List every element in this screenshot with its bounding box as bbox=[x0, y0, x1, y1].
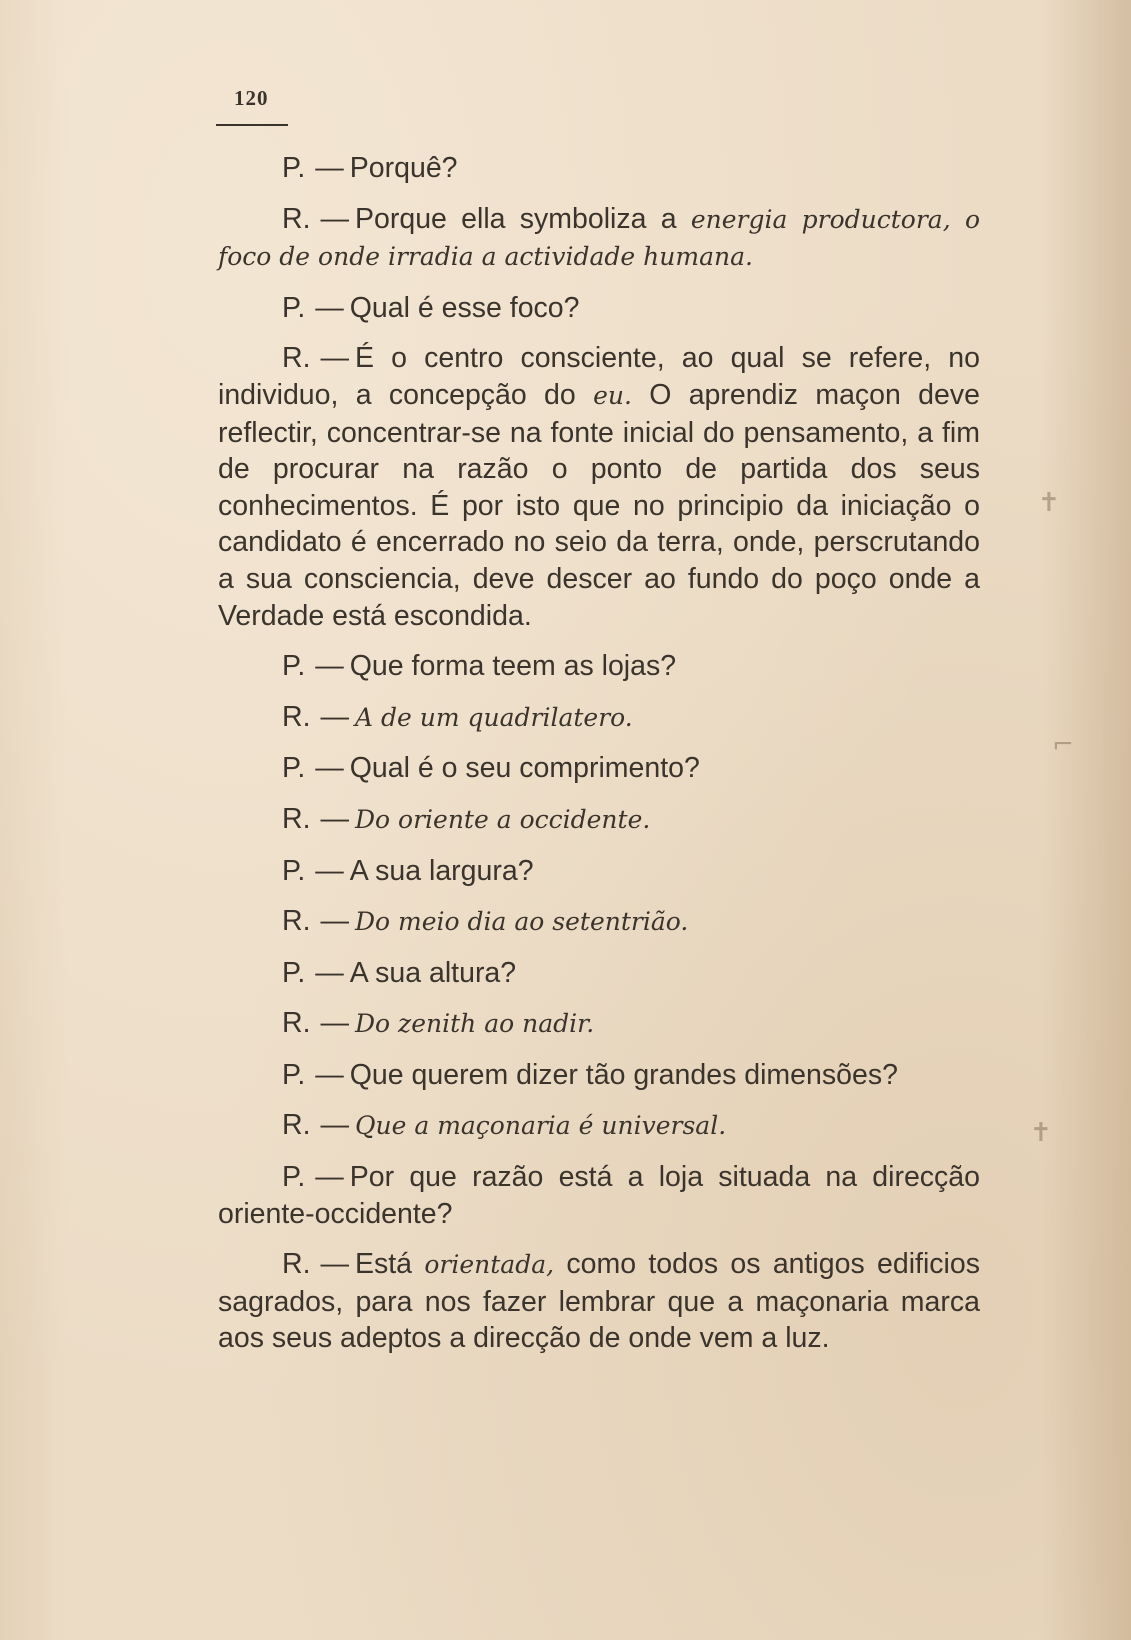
dash: — bbox=[320, 1109, 349, 1142]
dialogue-line bbox=[218, 750, 980, 787]
dialogue-line bbox=[218, 1057, 980, 1094]
speaker: R. bbox=[282, 802, 311, 835]
dialogue-line bbox=[218, 201, 980, 276]
line-tail: como todos os antigos edificios sagrados, para nos fazer lembrar que a maçonaria marca aos seus adeptos a direcção de onde vem a luz. bbox=[218, 1248, 980, 1355]
dash: — bbox=[320, 905, 349, 938]
italic-text: Do zenith ao nadir. bbox=[355, 1009, 595, 1039]
italic-text: A de um quadrilatero. bbox=[355, 702, 633, 732]
italic-text: orientada, bbox=[424, 1250, 555, 1280]
dialogue-line bbox=[218, 290, 980, 327]
dash: — bbox=[315, 650, 344, 683]
dash: — bbox=[315, 1058, 344, 1091]
speaker: R. bbox=[282, 1109, 311, 1142]
italic-text: eu. bbox=[593, 380, 632, 410]
speaker: P. bbox=[282, 854, 306, 887]
dash: — bbox=[315, 152, 344, 184]
dialogue-line bbox=[218, 955, 980, 992]
dialogue-line bbox=[218, 1107, 980, 1145]
dialogue-line bbox=[218, 801, 980, 839]
page-number: 120 bbox=[234, 86, 269, 110]
speaker: R. bbox=[282, 342, 311, 375]
speaker: P. bbox=[282, 956, 306, 989]
line-text: Que forma teem as lojas? bbox=[349, 650, 677, 683]
dash: — bbox=[320, 1007, 349, 1040]
dialogue-line bbox=[218, 853, 980, 890]
dash: — bbox=[315, 854, 344, 887]
dialogue-line bbox=[218, 340, 980, 634]
dash: — bbox=[315, 291, 344, 324]
dash: — bbox=[315, 956, 344, 989]
italic-text: Do oriente a occidente. bbox=[355, 804, 651, 834]
line-text: Por que razão está a loja situada na direcção oriente-occidente? bbox=[218, 1161, 980, 1230]
speaker: P. bbox=[282, 1058, 306, 1091]
header-rule bbox=[216, 124, 288, 126]
speaker: R. bbox=[282, 1248, 311, 1281]
dialogue-line bbox=[218, 699, 980, 737]
line-text: Porquê? bbox=[349, 152, 458, 184]
speaker: R. bbox=[282, 1007, 311, 1040]
dialogue-line bbox=[218, 903, 980, 941]
dialogue-line bbox=[218, 1246, 980, 1357]
line-text: Porque ella symboliza a bbox=[355, 202, 691, 235]
dialogue-line bbox=[218, 1159, 980, 1232]
line-text: Qual é esse foco? bbox=[349, 291, 580, 324]
pin-mark-icon: ✝ bbox=[1030, 1118, 1052, 1148]
dash: — bbox=[320, 802, 349, 835]
speaker: R. bbox=[282, 700, 311, 733]
dash: — bbox=[320, 700, 349, 733]
line-text: A sua altura? bbox=[349, 956, 517, 989]
line-text: Qual é o seu comprimento? bbox=[349, 752, 700, 785]
speaker: R. bbox=[282, 905, 311, 938]
dialogue-text bbox=[218, 150, 980, 1357]
line-text: É o centro consciente, ao qual se refere, no individuo, a concepção do bbox=[218, 342, 980, 411]
dash: — bbox=[320, 342, 349, 375]
italic-text: Do meio dia ao setentrião. bbox=[355, 907, 689, 937]
dialogue-line bbox=[218, 648, 980, 685]
speaker: P. bbox=[282, 1161, 306, 1194]
dash: — bbox=[315, 1161, 344, 1194]
speaker: P. bbox=[282, 650, 306, 683]
italic-text: Que a maçonaria é universal. bbox=[355, 1111, 727, 1141]
dash: — bbox=[320, 202, 349, 235]
line-text: Está bbox=[355, 1248, 425, 1281]
pin-mark-icon: ✝ bbox=[1038, 488, 1060, 518]
speaker: P. bbox=[282, 291, 306, 324]
dash: — bbox=[320, 1248, 349, 1281]
line-tail: O aprendiz maçon deve reflectir, concentrar-se na fonte inicial do pensamento, a fim de procurar na razão o ponto de partida dos seus conhecimentos. É por isto que no principio da iniciação o candidato é encerrado no seio da terra, onde, perscrutando a sua consciencia, deve descer ao fundo do poço onde a Verdade está escondida. bbox=[218, 378, 980, 632]
dialogue-line bbox=[218, 1005, 980, 1043]
line-text: Que querem dizer tão grandes dimensões? bbox=[349, 1058, 898, 1091]
dialogue-line bbox=[218, 150, 980, 187]
pin-mark-icon: ⌐ bbox=[1052, 730, 1074, 760]
speaker: R. bbox=[282, 202, 311, 235]
dash: — bbox=[315, 752, 344, 785]
italic-text: energia productora, o foco de onde irradia a actividade humana. bbox=[218, 204, 980, 272]
line-text: A sua largura? bbox=[349, 854, 534, 887]
speaker: P. bbox=[282, 152, 306, 184]
speaker: P. bbox=[282, 752, 306, 785]
